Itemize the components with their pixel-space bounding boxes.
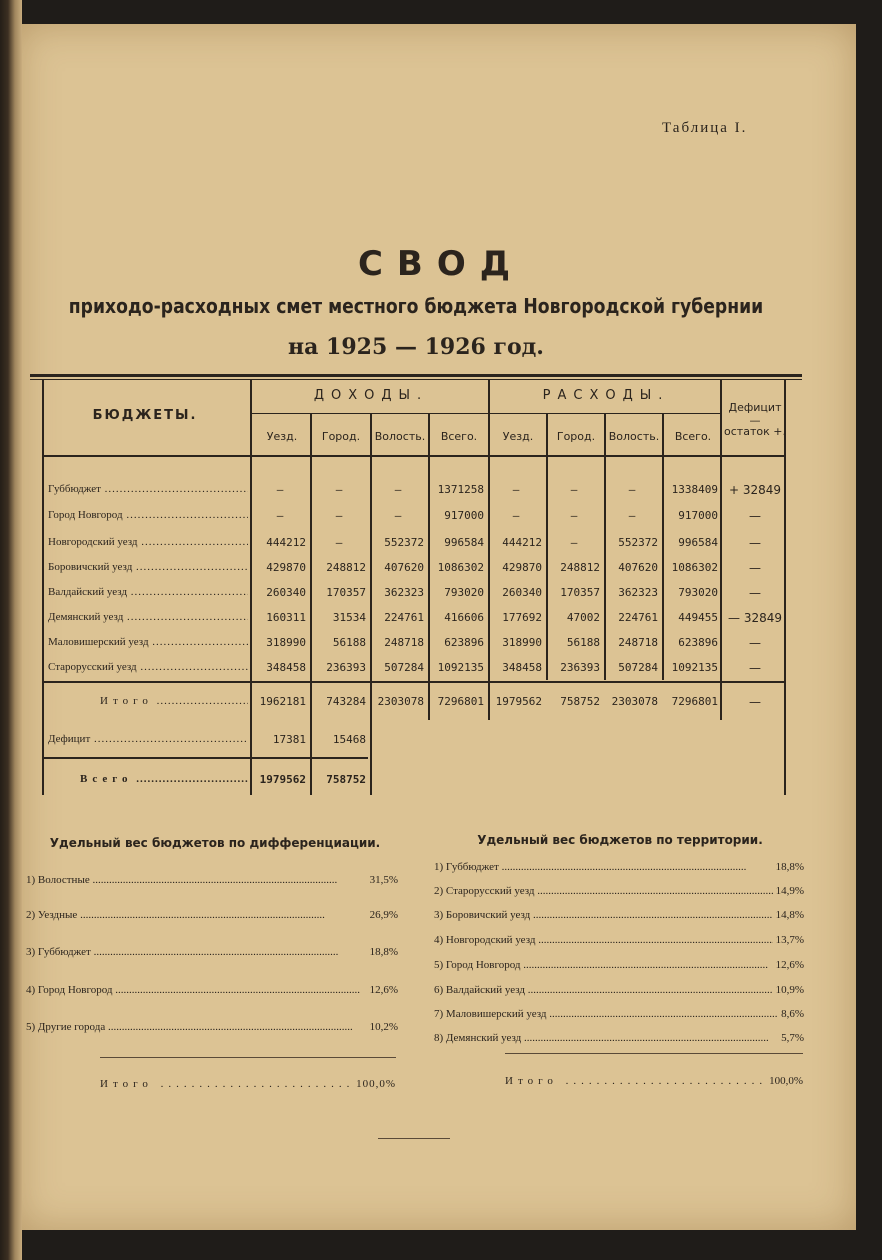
left-list-item: [26, 984, 398, 996]
left-list-item-pct: 31,5%: [367, 874, 398, 886]
table-vertical-rule: [42, 380, 44, 795]
right-list-item: [434, 934, 804, 946]
left-list-item: [26, 1021, 398, 1033]
table-cell: 56188: [332, 636, 366, 649]
table-cell: 224761: [384, 611, 424, 624]
right-list-item: [434, 959, 804, 971]
left-list-item-label: 3) Губбюджет .....: [26, 946, 338, 958]
table-vertical-rule: [250, 380, 252, 795]
table-cell: —: [570, 536, 578, 549]
table-cell: 348458: [502, 661, 542, 674]
right-section-rule: [505, 1053, 803, 1054]
group-header-rule: [252, 413, 720, 414]
table-cell: —: [570, 509, 578, 522]
table-cell: 996584: [444, 536, 484, 549]
left-list-item-label: 2) Уездные .....: [26, 909, 325, 921]
table-cell: 348458: [266, 661, 306, 674]
deficit-cell: + 32849: [728, 483, 782, 497]
table-cell: 429870: [502, 561, 542, 574]
left-list-item-pct: 12,6%: [367, 984, 398, 996]
right-list-item-pct: 5,7%: [778, 1032, 804, 1044]
title-main: СВОД: [357, 244, 525, 284]
right-list-item-label: 1) Губбюджет .....: [434, 861, 746, 873]
table-cell: 407620: [618, 561, 658, 574]
deficit-cell: — 32849: [728, 611, 782, 625]
left-section-title: Удельный вес бюджетов по дифференциации.: [49, 836, 381, 850]
table-cell: 507284: [384, 661, 424, 674]
deficit-row-label: Дефицит .....: [48, 733, 248, 745]
footer-rule: [378, 1138, 450, 1139]
table-cell: 7296801: [671, 695, 718, 708]
table-vertical-rule: [370, 413, 372, 795]
table-cell: 793020: [444, 586, 484, 599]
table-cell: 362323: [618, 586, 658, 599]
table-cell: 793020: [678, 586, 718, 599]
right-list-item-label: 2) Старорусский уезд .....: [434, 885, 782, 897]
budgets-column-header: БЮДЖЕТЫ.: [92, 408, 198, 423]
left-list-item: [26, 909, 398, 921]
table-cell: 56188: [566, 636, 600, 649]
deficit-header-line1: Дефицит —: [728, 401, 782, 427]
total-row-label: Итого .....: [100, 695, 248, 707]
table-cell: 260340: [266, 586, 306, 599]
right-total-label: Итого .....: [505, 1075, 803, 1087]
grand-total-cell: 758752: [326, 773, 366, 786]
row-label: Демянский уезд .....: [48, 611, 248, 623]
deficit-cell: —: [749, 509, 761, 523]
table-cell: 1092135: [671, 661, 718, 674]
table-cell: 1962181: [259, 695, 306, 708]
row-label: Новгородский уезд .....: [48, 536, 248, 548]
right-section-title: Удельный вес бюджетов по территории.: [477, 833, 763, 847]
table-cell: 743284: [326, 695, 366, 708]
table-cell: 996584: [678, 536, 718, 549]
column-header: Всего.: [674, 430, 712, 443]
right-list-item: [434, 1008, 804, 1020]
grand-total-label: Всего .....: [80, 773, 248, 785]
table-top-rule-thin: [30, 379, 802, 380]
table-cell: —: [628, 483, 636, 496]
total-deficit-cell: —: [749, 695, 761, 709]
right-list-item: [434, 1032, 804, 1044]
right-list-item-label: 4) Новгородский уезд .....: [434, 934, 783, 946]
deficit-cell: —: [749, 536, 761, 550]
right-total: [505, 1075, 803, 1087]
document-page: [18, 24, 856, 1230]
row-label: Маловишерский уезд .....: [48, 636, 248, 648]
table-cell: 552372: [618, 536, 658, 549]
right-list-item-pct: 14,9%: [773, 885, 804, 897]
table-cell: —: [335, 483, 343, 496]
right-list-item: [434, 885, 804, 897]
table-cell: 160311: [266, 611, 306, 624]
table-cell: 170357: [560, 586, 600, 599]
right-list-item-pct: 10,9%: [773, 984, 804, 996]
left-list-item: [26, 874, 398, 886]
column-header: Уезд.: [266, 430, 298, 443]
right-list-item: [434, 861, 804, 873]
column-header: Волость.: [374, 430, 426, 443]
right-list-item-pct: 14,8%: [773, 909, 804, 921]
table-cell: —: [570, 483, 578, 496]
left-list-item-label: 5) Другие города .....: [26, 1021, 353, 1033]
table-cell: 31534: [332, 611, 366, 624]
table-cell: 1371258: [437, 483, 484, 496]
table-cell: 170357: [326, 586, 366, 599]
left-total-pct: 100,0%: [353, 1078, 396, 1090]
deficit-header-line2: остаток +.: [724, 425, 786, 438]
grand-total-cell: 1979562: [259, 773, 306, 786]
row-label: Валдайский уезд .....: [48, 586, 248, 598]
table-cell: 449455: [678, 611, 718, 624]
left-list-item-pct: 18,8%: [367, 946, 398, 958]
row-label: Боровичский уезд .....: [48, 561, 248, 573]
deficit-cell: —: [749, 636, 761, 650]
table-cell: 407620: [384, 561, 424, 574]
table-cell: 1092135: [437, 661, 484, 674]
table-cell: 2303078: [377, 695, 424, 708]
table-cell: 444212: [502, 536, 542, 549]
table-cell: 248718: [618, 636, 658, 649]
right-list-item-pct: 18,8%: [773, 861, 804, 873]
table-cell: 318990: [502, 636, 542, 649]
income-group-header: ДОХОДЫ.: [313, 388, 429, 403]
table-cell: —: [628, 509, 636, 522]
book-spine: [0, 0, 22, 1260]
table-cell: 1086302: [437, 561, 484, 574]
table-cell: 623896: [444, 636, 484, 649]
table-cell: 248812: [560, 561, 600, 574]
table-cell: 917000: [444, 509, 484, 522]
column-header: Волость.: [608, 430, 660, 443]
column-header: Всего.: [440, 430, 478, 443]
table-cell: —: [394, 509, 402, 522]
left-total-label: Итого .....: [100, 1078, 396, 1090]
table-cell: 758752: [560, 695, 600, 708]
right-list-item-label: 3) Боровичский уезд .....: [434, 909, 778, 921]
table-cell: 318990: [266, 636, 306, 649]
table-cell: 429870: [266, 561, 306, 574]
right-list-item: [434, 909, 804, 921]
total-rule: [42, 681, 784, 683]
table-cell: —: [335, 509, 343, 522]
table-cell: —: [512, 509, 520, 522]
right-total-pct: 100,0%: [766, 1075, 803, 1087]
table-cell: 416606: [444, 611, 484, 624]
deficit-cell: —: [749, 586, 761, 600]
table-cell: 236393: [326, 661, 366, 674]
title-subtitle: приходо-расходных смет местного бюджета Новгородской губернии: [68, 294, 764, 318]
table-cell: —: [276, 483, 284, 496]
right-list-item-pct: 13,7%: [773, 934, 804, 946]
row-label: Город Новгород .....: [48, 509, 248, 521]
right-list-item-label: 5) Город Новгород .....: [434, 959, 768, 971]
table-cell: —: [276, 509, 284, 522]
table-cell: 1338409: [671, 483, 718, 496]
table-cell: 260340: [502, 586, 542, 599]
column-header-rule: [42, 455, 784, 457]
table-cell: 444212: [266, 536, 306, 549]
right-list-item-pct: 12,6%: [773, 959, 804, 971]
table-cell: 17381: [272, 733, 306, 746]
right-list-item-label: 6) Валдайский уезд .....: [434, 984, 772, 996]
left-list-item-pct: 26,9%: [367, 909, 398, 921]
table-cell: 224761: [618, 611, 658, 624]
deficit-cell: —: [749, 561, 761, 575]
table-cell: —: [335, 536, 343, 549]
table-cell: 7296801: [437, 695, 484, 708]
table-vertical-rule: [784, 380, 786, 795]
row-label: Губбюджет .....: [48, 483, 248, 495]
table-cell: 1979562: [495, 695, 542, 708]
table-cell: 248812: [326, 561, 366, 574]
right-list-item-label: 8) Демянский уезд .....: [434, 1032, 769, 1044]
table-cell: 248718: [384, 636, 424, 649]
table-cell: 623896: [678, 636, 718, 649]
grand-total-rule: [42, 757, 368, 759]
left-list-item-pct: 10,2%: [367, 1021, 398, 1033]
left-list-item-label: 4) Город Новгород .....: [26, 984, 360, 996]
table-cell: 917000: [678, 509, 718, 522]
table-cell: 15468: [332, 733, 366, 746]
right-list-item: [434, 984, 804, 996]
column-header: Город.: [556, 430, 596, 443]
table-cell: 47002: [566, 611, 600, 624]
row-label: Старорусский уезд .....: [48, 661, 248, 673]
right-list-item-label: 7) Маловишерский уезд .....: [434, 1008, 794, 1020]
table-cell: 2303078: [611, 695, 658, 708]
table-number: Таблица I.: [662, 120, 748, 136]
table-cell: —: [394, 483, 402, 496]
deficit-cell: —: [749, 661, 761, 675]
column-header: Уезд.: [502, 430, 534, 443]
right-list-item-pct: 8,6%: [778, 1008, 804, 1020]
table-cell: 1086302: [671, 561, 718, 574]
table-cell: 552372: [384, 536, 424, 549]
table-cell: —: [512, 483, 520, 496]
left-total: [100, 1078, 396, 1090]
table-top-rule: [30, 374, 802, 377]
column-header: Город.: [321, 430, 361, 443]
table-cell: 362323: [384, 586, 424, 599]
title-year: на 1925 — 1926 год.: [288, 334, 544, 360]
left-section-rule: [100, 1057, 396, 1058]
table-cell: 236393: [560, 661, 600, 674]
left-list-item-label: 1) Волостные .....: [26, 874, 337, 886]
left-list-item: [26, 946, 398, 958]
table-cell: 177692: [502, 611, 542, 624]
table-cell: 507284: [618, 661, 658, 674]
expense-group-header: РАСХОДЫ.: [542, 388, 670, 403]
